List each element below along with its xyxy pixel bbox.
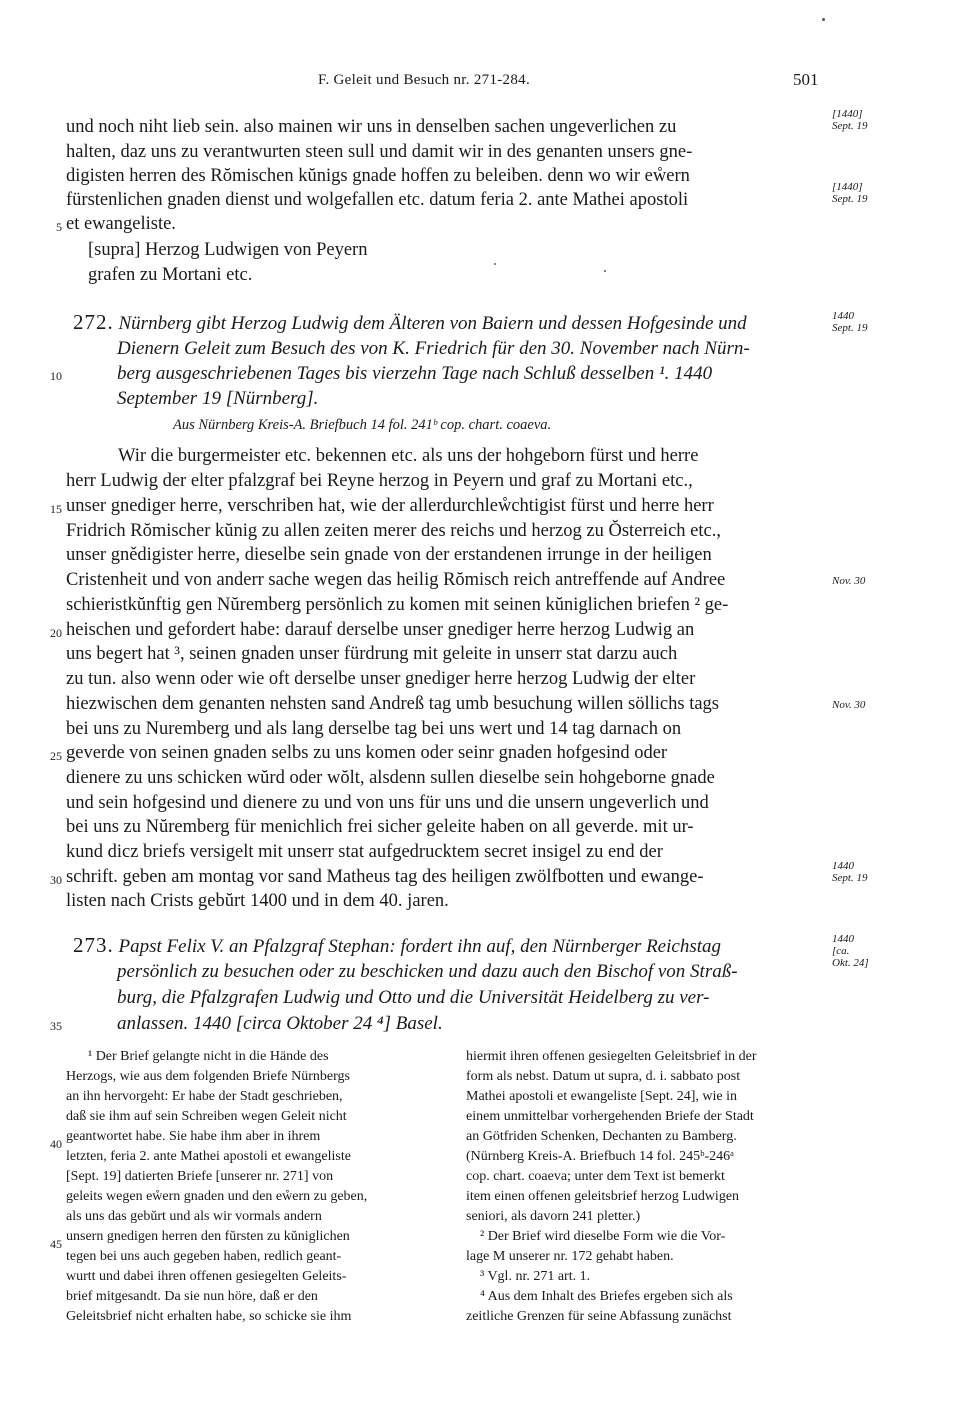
- margin-date: 1440 Sept. 19: [832, 860, 868, 884]
- heading-line: Nürnberg gibt Herzog Ludwig dem Älteren von Baiern und dessen Hofgesinde und: [118, 313, 747, 334]
- margin-date: Nov. 30: [832, 699, 866, 711]
- print-dot: [494, 263, 496, 265]
- footnotes-left: [66, 1047, 446, 1327]
- body-line: schrift. geben am montag vor sand Matheus tag des heiligen zwölfbotten und ewange-: [66, 867, 704, 887]
- body-line: kund dicz briefs versigelt mit unserr stat aufgedrucktem secret insigel zu end der: [66, 842, 663, 862]
- footnote-line: an ihn hervorgeht: Er habe der Stadt geschrieben,: [66, 1089, 343, 1104]
- body-line: zu tun. also wenn oder wie oft derselbe unser gnediger herre herzog Ludwig der elter: [66, 669, 696, 689]
- body-line: heischen und gefordert habe: darauf derselbe unser gnediger herre herzog Ludwig an: [66, 620, 695, 640]
- heading-line: Papst Felix V. an Pfalzgraf Stephan: fordert ihn auf, den Nürnberger Reichstag: [118, 936, 721, 957]
- body-line: digisten herren des Rŏmischen kŭnigs gnade hoffen zu beleiben. denn wo wir eẘern: [66, 166, 690, 186]
- running-head: F. Geleit und Besuch nr. 271-284.: [318, 72, 531, 88]
- line-number: 5: [56, 220, 62, 234]
- footnote-line: geantwortet habe. Sie habe ihm aber in ihrem: [66, 1129, 321, 1144]
- body-line: bei uns zu Nŭremberg für menichlich frei sicher geleite haben on all geverde. mit ur-: [66, 817, 694, 837]
- document-number: 272.: [73, 310, 114, 334]
- body-line: und sein hofgesind und dienere zu und von uns für uns und die unsern ungeverlich und: [66, 793, 709, 813]
- margin-date: 1440 [ca. Okt. 24]: [832, 933, 869, 969]
- footnote-line: unsern gnedigen herren den fŭrsten zu kŭniglichen: [66, 1229, 350, 1244]
- body-line: bei uns zu Nuremberg und als lang derselbe tag bei uns wert und 14 tag darnach on: [66, 719, 682, 739]
- address-line: [supra] Herzog Ludwigen von Peyern: [88, 240, 368, 260]
- page-header: [0, 72, 960, 94]
- heading-line: September 19 [Nürnberg].: [117, 388, 319, 409]
- document-heading-273: [73, 933, 721, 959]
- print-dot: [604, 270, 606, 272]
- body-line: unser gnědigister herre, dieselbe sein gnade von der erstandenen irrunge in der heiligen: [66, 545, 712, 565]
- line-number: 25: [50, 749, 62, 763]
- heading-line: anlassen. 1440 [circa Oktober 24 ⁴] Basel.: [117, 1013, 443, 1034]
- line-number: 35: [50, 1019, 62, 1033]
- heading-line: persönlich zu besuchen oder zu beschicken und dazu auch den Bischof von Straß-: [117, 961, 738, 982]
- margin-date: [1440] Sept. 19: [832, 108, 868, 132]
- heading-line: burg, die Pfalzgrafen Ludwig und Otto und die Universität Heidelberg zu ver-: [117, 987, 710, 1008]
- body-line: fürstenlichen gnaden dienst und wolgefallen etc. datum feria 2. ante Mathei apostoli: [66, 190, 689, 210]
- margin-date: [1440] Sept. 19: [832, 181, 868, 205]
- body-line: uns begert hat ³, seinen gnaden unser fürdrung mit geleite in unserr stat darzu auch: [66, 644, 678, 664]
- footnote-line: [Sept. 19] datierten Briefe [unserer nr. 271] von: [66, 1169, 334, 1184]
- footnote-line: form als nebst. Datum ut supra, d. i. sabbato post: [466, 1069, 741, 1084]
- body-line: und noch niht lieb sein. also mainen wir uns in denselben sachen ungeverlichen zu: [66, 117, 677, 137]
- margin-date: 1440 Sept. 19: [832, 310, 868, 334]
- body-line: listen nach Crists gebŭrt 1400 und in dem 40. jaren.: [66, 891, 449, 911]
- body-line: et ewangeliste.: [66, 214, 176, 234]
- footnote-line: Mathei apostoli et ewangeliste [Sept. 24], wie in: [466, 1089, 737, 1104]
- body-line: dienere zu uns schicken wŭrd oder wŏlt, alsdenn sullen dieselbe sein hohgeborne gnade: [66, 768, 715, 788]
- footnote-line: tegen bei uns auch gegeben haben, redlich geant-: [66, 1249, 342, 1264]
- footnote-line: ³ Vgl. nr. 271 art. 1.: [480, 1269, 591, 1284]
- line-number: 20: [50, 626, 62, 640]
- footnote-line: ¹ Der Brief gelangte nicht in die Hände des: [88, 1049, 329, 1064]
- document-number: 273.: [73, 933, 114, 957]
- footnote-line: geleits wegen eẘern gnaden und den eẘern zu geben,: [66, 1189, 368, 1204]
- page-number: 501: [793, 70, 819, 89]
- line-number: 10: [50, 369, 62, 383]
- print-dot: [822, 18, 825, 21]
- footnote-line: lage M unserer nr. 172 gehabt haben.: [466, 1249, 674, 1264]
- footnote-line: wurtt und dabei ihren offenen gesiegelten Geleits-: [66, 1269, 347, 1284]
- footnote-line: daß sie ihm auf sein Schreiben wegen Geleit nicht: [66, 1109, 347, 1124]
- footnote-line: Herzogs, wie aus dem folgenden Briefe Nürnbergs: [66, 1069, 350, 1084]
- body-line: unser gnediger herre, verschriben hat, wie der allerdurchleẘchtigist fürst und herre herr: [66, 496, 714, 516]
- margin-date: Nov. 30: [832, 575, 866, 587]
- line-number: 15: [50, 502, 62, 516]
- footnotes-right: [466, 1047, 846, 1327]
- body-line: hiezwischen dem genanten nehsten sand Andreß tag umb besuchung willen söllichs tags: [66, 694, 720, 714]
- footnote-line: ⁴ Aus dem Inhalt des Briefes ergeben sich als: [480, 1289, 733, 1304]
- footnote-line: cop. chart. coaeva; unter dem Text ist bemerkt: [466, 1169, 725, 1184]
- line-number: 40: [50, 1137, 62, 1151]
- heading-line: Dienern Geleit zum Besuch des von K. Friedrich für den 30. November nach Nürn-: [117, 338, 750, 359]
- body-line: Wir die burgermeister etc. bekennen etc. als uns der hohgeborn fürst und herre: [118, 446, 699, 466]
- body-line: schieristkŭnftig gen Nŭremberg persönlich zu komen mit seinen kŭniglichen briefen ² ge-: [66, 595, 729, 615]
- footnote-line: brief mitgesandt. Da sie nun höre, daß er den: [66, 1289, 318, 1304]
- footnote-line: an Götfriden Schenken, Dechanten zu Bamberg.: [466, 1129, 737, 1144]
- body-line: Fridrich Rŏmischer kŭnig zu allen zeiten merer des reichs und herzog zu Ŏsterreich etc.,: [66, 521, 721, 541]
- footnote-line: ² Der Brief wird dieselbe Form wie die Vor-: [480, 1229, 726, 1244]
- footnote-line: zeitliche Grenzen für seine Abfassung zunächst: [466, 1309, 732, 1324]
- heading-line: berg ausgeschriebenen Tages bis vierzehn Tage nach Schluß desselben ¹. 1440: [117, 363, 713, 384]
- line-number: 30: [50, 873, 62, 887]
- body-line: geverde von seinen gnaden selbs zu uns komen oder seinr gnaden hofgesind oder: [66, 743, 668, 763]
- body-line: herr Ludwig der elter pfalzgraf bei Reyne herzog in Peyern und graf zu Mortani etc.,: [66, 471, 693, 491]
- footnote-line: Geleitsbrief nicht erhalten habe, so schicke sie ihm: [66, 1309, 352, 1324]
- address-line: grafen zu Mortani etc.: [88, 265, 253, 285]
- source-note: Aus Nürnberg Kreis-A. Briefbuch 14 fol. 241ᵇ cop. chart. coaeva.: [173, 417, 552, 433]
- footnote-line: item einen offenen geleitsbrief herzog Ludwigen: [466, 1189, 740, 1204]
- footnote-line: seniori, als davorn 241 pletter.): [466, 1209, 641, 1224]
- footnote-line: letzten, feria 2. ante Mathei apostoli et ewangeliste: [66, 1149, 351, 1164]
- footnote-line: (Nürnberg Kreis-A. Briefbuch 14 fol. 245ᵇ-246ᵃ: [466, 1149, 735, 1164]
- body-line: Cristenheit und von anderr sache wegen das heilig Rŏmisch reich antreffende auf Andree: [66, 570, 726, 590]
- document-heading-272: [73, 310, 747, 336]
- footnote-line: als uns das gebŭrt und als wir vormals andern: [66, 1209, 322, 1224]
- line-number: 45: [50, 1237, 62, 1251]
- footnote-line: einem unmittelbar vorhergehenden Briefe der Stadt: [466, 1109, 754, 1124]
- body-line: halten, daz uns zu verantwurten steen sull und damit wir in des genanten unsers gne-: [66, 142, 693, 162]
- footnote-line: hiermit ihren offenen gesiegelten Geleitsbrief in der: [466, 1049, 757, 1064]
